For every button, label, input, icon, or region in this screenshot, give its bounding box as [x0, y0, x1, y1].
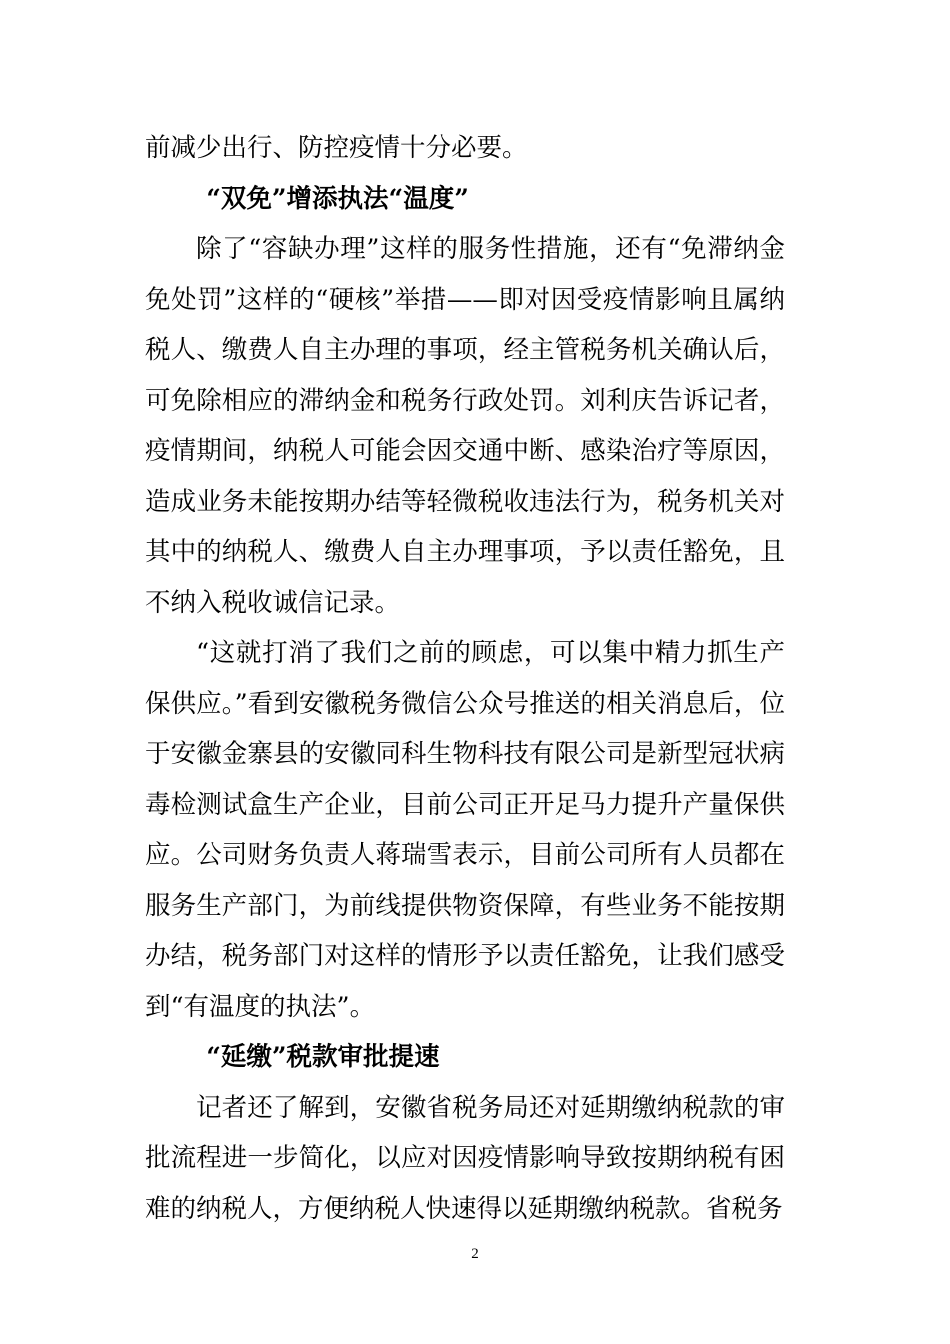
paragraph-yanqi: 记者还了解到，安徽省税务局还对延期缴纳税款的审批流程进一步简化，以应对因疫情影响导致按期纳税有困难的纳税人，方便纳税人快速得以延期缴纳税款。省税务 [145, 1092, 785, 1224]
document-body [145, 123, 785, 1234]
section-heading-shuangmian: “双免”增添执法“温度” [206, 183, 469, 214]
paragraph-rongque: 除了“容缺办理”这样的服务性措施，还有“免滞纳金免处罚”这样的“硬核”举措——即对因受疫情影响且属纳税人、缴费人自主办理的事项，经主管税务机关确认后，可免除相应的滞纳金和税务行政处罚。刘利庆告诉记者，疫情期间，纳税人可能会因交通中断、感染治疗等原因，造成业务未能按期办结等轻微税收违法行为，税务机关对其中的纳税人、缴费人自主办理事项，予以责任豁免，且不纳入税收诚信记录。 [145, 234, 785, 618]
page-number: 2 [471, 1246, 479, 1262]
paragraph-continuation: 前减少出行、防控疫情十分必要。 [145, 133, 528, 163]
section-heading-yanjiao: “延缴”税款审批提速 [206, 1042, 440, 1072]
paragraph-quote: “这就打消了我们之前的顾虑，可以集中精力抓生产保供应。”看到安徽税务微信公众号推送的相关消息后，位于安徽金寨县的安徽同科生物科技有限公司是新型冠状病毒检测试盒生产企业，目前公司正开足马力提升产量保供应。公司财务负责人蒋瑞雪表示，目前公司所有人员都在服务生产部门，为前线提供物资保障，有些业务不能按期办结，税务部门对这样的情形予以责任豁免，让我们感受到“有温度的执法”。 [145, 638, 785, 1022]
